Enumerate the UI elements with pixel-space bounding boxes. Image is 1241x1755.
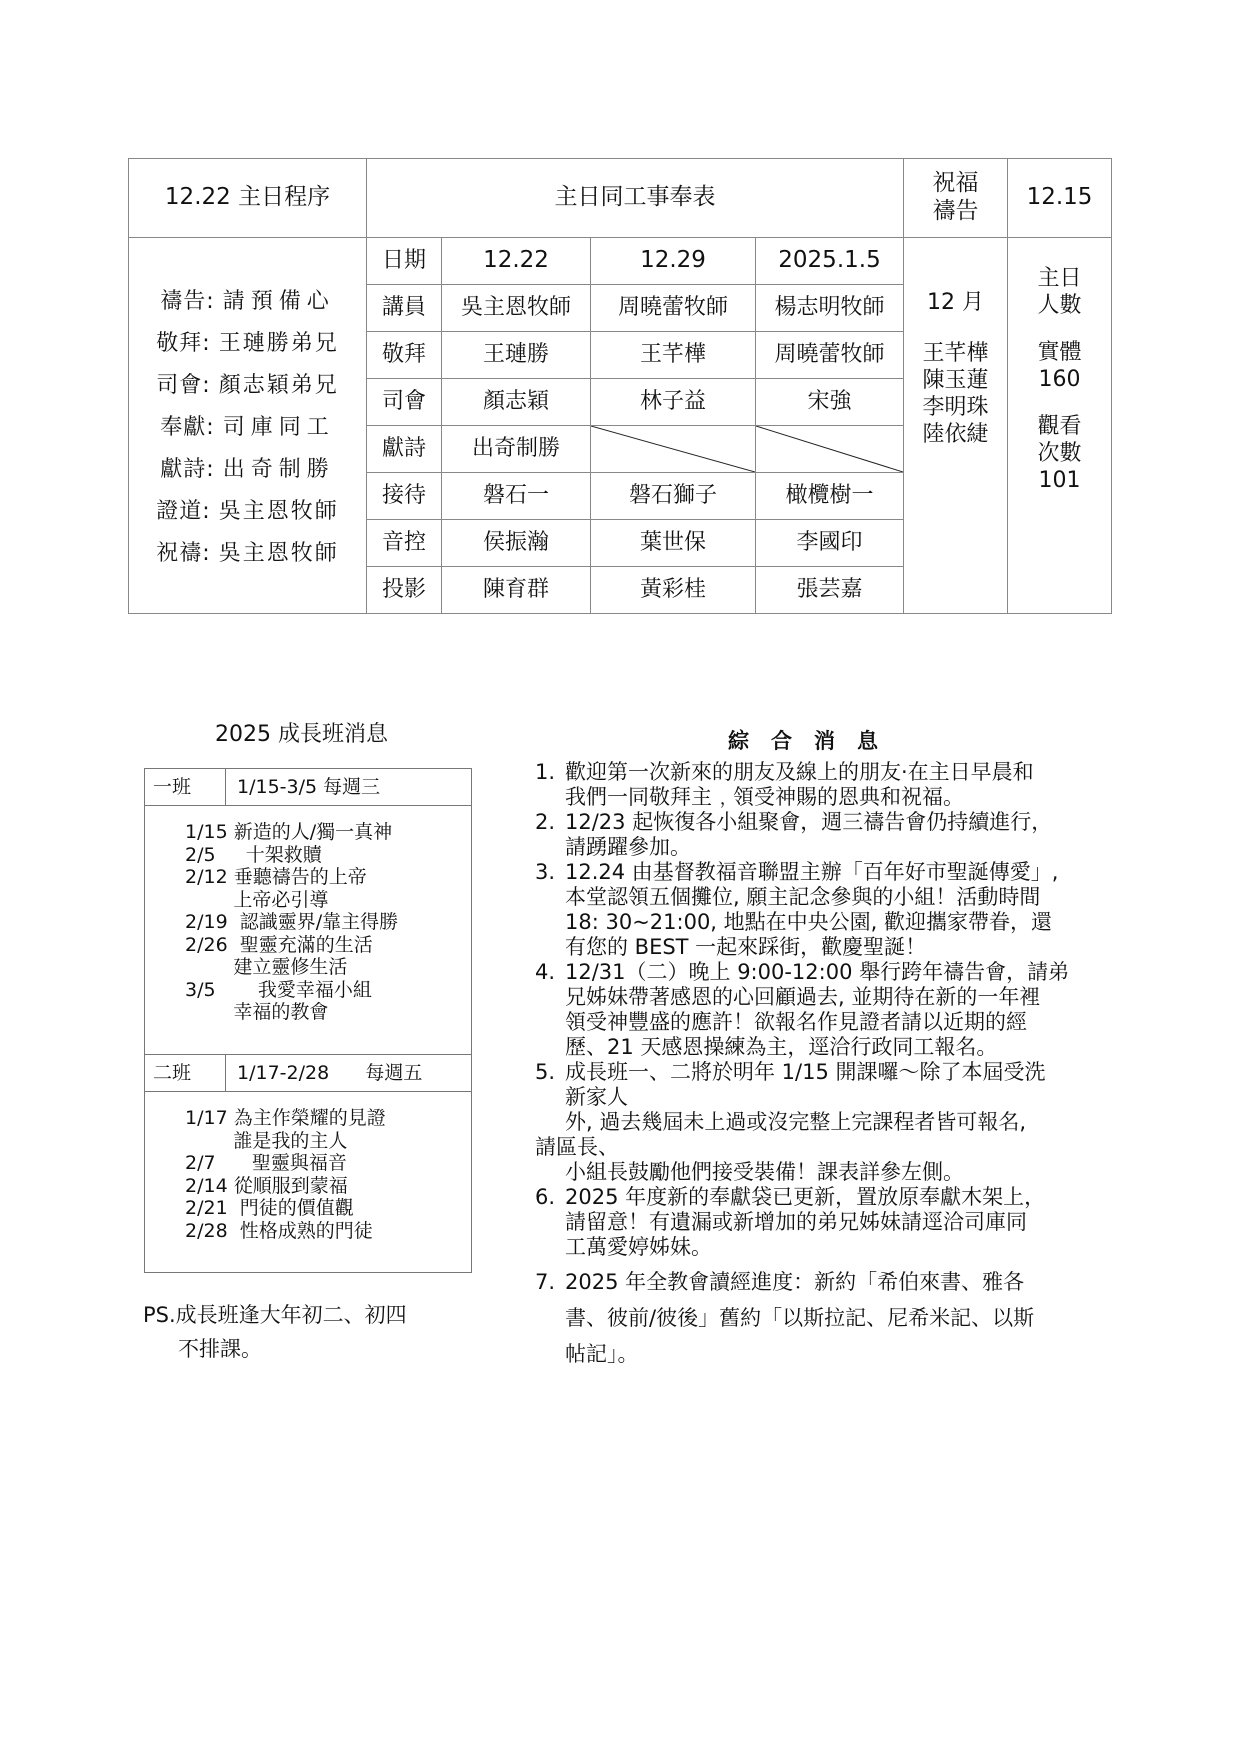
news-line: 12/31（二）晚上 9:00-12:00 舉行跨年禱告會，請弟: [565, 960, 1070, 984]
news-number: 5.: [535, 1060, 556, 1084]
news-item: [535, 1160, 1095, 1185]
course-line: 2/7 聖靈與福音: [185, 1152, 347, 1174]
news-item: [535, 1185, 1095, 1260]
course-line: 幸福的教會: [185, 1001, 329, 1023]
program-value: 顏志穎弟兄: [218, 372, 339, 398]
program-value: 出奇制勝: [222, 456, 335, 482]
table-cell: 周曉蕾牧師: [756, 332, 904, 379]
program-value: 王璉勝弟兄: [218, 330, 339, 356]
class2-schedule: 1/17-2/28 每週五: [237, 1062, 423, 1084]
table-cell: 周曉蕾牧師: [591, 285, 756, 332]
news-number: 6.: [535, 1185, 556, 1209]
class2-name: 二班: [153, 1062, 192, 1084]
blessing-cell: [904, 238, 1008, 614]
staff-header: 主日同工事奉表: [367, 159, 904, 238]
news-item: [535, 1110, 1095, 1135]
program-item: [129, 323, 366, 365]
program-role: 證道:: [156, 498, 219, 524]
news-line: 兄姊妹帶著感恩的心回顧過去, 並期待在新的一年裡: [565, 985, 1041, 1009]
course-line: 1/15 新造的人/獨一真神: [185, 821, 393, 843]
news-number: 2.: [535, 810, 556, 834]
course-line: 2/19 認識靈界/靠主得勝: [185, 911, 399, 933]
news-number: 1.: [535, 760, 556, 784]
ps-line: 不排課。: [178, 1337, 262, 1361]
col-date-label: 日期: [367, 238, 442, 285]
course-line: 2/28 性格成熟的門徒: [185, 1219, 373, 1242]
col-date-1: 12.22: [442, 238, 591, 285]
row-label: 敬拜: [367, 332, 442, 379]
row-label: 接待: [367, 473, 442, 520]
class2-header: [145, 1054, 471, 1092]
news-line: 18: 30~21:00, 地點在中央公園, 歡迎攜家帶眷，還: [565, 910, 1053, 934]
table-cell: 黃彩桂: [591, 567, 756, 614]
news-item: [535, 860, 1095, 960]
table-cell: 磐石獅子: [591, 473, 756, 520]
row-label: 投影: [367, 567, 442, 614]
news-number: 3.: [535, 860, 556, 884]
program-item: [129, 533, 366, 575]
program-item: [129, 449, 366, 491]
table-cell: 楊志明牧師: [756, 285, 904, 332]
news-line: 新家人: [565, 1085, 628, 1109]
news-line: 歡迎第一次新來的朋友及線上的朋友·在主日早晨和: [565, 760, 1034, 784]
news-line: 有您的 BEST 一起來踩街，歡慶聖誕！: [565, 935, 927, 959]
program-role: 祝禱:: [156, 540, 219, 566]
news-line: 書、彼前/彼後」舊約「以斯拉記、尼希米記、以斯: [565, 1306, 1035, 1330]
program-role: 禱告:: [160, 288, 223, 314]
program-value: 司庫同工: [222, 414, 335, 440]
views-label: 觀看 次數: [1037, 414, 1082, 466]
program-item: [129, 281, 366, 323]
program-role: 敬拜:: [156, 330, 219, 356]
empty-slash-cell: [756, 426, 904, 473]
program-item: [129, 365, 366, 407]
table-cell: 林子益: [591, 379, 756, 426]
news-list: [535, 760, 1095, 1372]
table-cell: 張芸嘉: [756, 567, 904, 614]
news-line: 外, 過去幾屆未上過或沒完整上完課程者皆可報名,: [565, 1110, 1027, 1134]
news-item: [535, 1135, 1095, 1160]
course-line: 1/17 為主作榮耀的見證: [185, 1107, 386, 1129]
course-line: 3/5 我愛幸福小組: [185, 978, 372, 1001]
physical-label: 實體: [1037, 340, 1082, 365]
program-item: [129, 491, 366, 533]
news-item: [535, 1264, 1095, 1372]
attendance-cell: [1008, 238, 1112, 614]
news-line: 我們一同敬拜主﹐領受神賜的恩典和祝福。: [565, 785, 964, 809]
news-line: 12.24 由基督教福音聯盟主辦「百年好市聖誕傳愛」,: [565, 860, 1059, 884]
news-line: 2025 年度新的奉獻袋已更新，置放原奉獻木架上，: [565, 1185, 1046, 1209]
table-cell: 王芊樺: [591, 332, 756, 379]
class1-header: [145, 769, 471, 806]
class1-course-list: [185, 821, 398, 1024]
news-item: [535, 1060, 1095, 1110]
news-number: 4.: [535, 960, 556, 984]
blessing-header: 祝福 禱告: [904, 159, 1008, 238]
news-line: 工萬愛婷姊妹。: [565, 1235, 712, 1259]
news-line: 小組長鼓勵他們接受裝備！課表詳參左側。: [565, 1160, 964, 1184]
blessing-name: 陸依緁: [922, 422, 989, 448]
col-date-2: 12.29: [591, 238, 756, 285]
row-label: 獻詩: [367, 426, 442, 473]
divider: [225, 1055, 226, 1091]
divider: [225, 769, 226, 805]
news-title: 綜合消息: [728, 729, 900, 753]
col-date-3: 2025.1.5: [756, 238, 904, 285]
news-line: 請區長、: [535, 1135, 619, 1159]
class1-schedule: 1/15-3/5 每週三: [237, 776, 381, 798]
row-label: 司會: [367, 379, 442, 426]
table-cell: 磐石一: [442, 473, 591, 520]
row-label: 音控: [367, 520, 442, 567]
news-line: 12/23 起恢復各小組聚會，週三禱告會仍持續進行，: [565, 810, 1053, 834]
program-header: 12.22 主日程序: [129, 159, 367, 238]
empty-slash-cell: [591, 426, 756, 473]
news-item: [535, 810, 1095, 860]
table-cell: 李國印: [756, 520, 904, 567]
news-line: 歷、21 天感恩操練為主，逕洽行政同工報名。: [565, 1035, 998, 1059]
service-schedule-table: [128, 158, 1112, 614]
table-cell: 侯振瀚: [442, 520, 591, 567]
news-line: 2025 年全教會讀經進度：新約「希伯來書、雅各: [565, 1270, 1025, 1294]
table-cell: 吳主恩牧師: [442, 285, 591, 332]
news-line: 本堂認領五個攤位, 願主記念參與的小組！活動時間: [565, 885, 1041, 909]
program-role: 奉獻:: [160, 414, 223, 440]
news-item: [535, 760, 1095, 810]
table-cell: 宋強: [756, 379, 904, 426]
course-line: 上帝必引導: [185, 888, 329, 911]
table-cell: 橄欖樹一: [756, 473, 904, 520]
table-cell: 陳育群: [442, 567, 591, 614]
course-line: 2/21 門徒的價值觀: [185, 1197, 354, 1219]
news-number: 7.: [535, 1270, 556, 1294]
program-item: [129, 407, 366, 449]
growth-class-title: 2025 成長班消息: [215, 722, 388, 747]
attendance-label: 主日 人數: [1037, 266, 1082, 318]
course-line: 誰是我的主人: [185, 1129, 348, 1152]
course-line: 2/14 從順服到蒙福: [185, 1174, 348, 1197]
news-line: 領受神豐盛的應許！欲報名作見證者請以近期的經: [565, 1010, 1027, 1034]
blessing-name: 李明珠: [922, 395, 989, 421]
growth-ps-note: [143, 1298, 407, 1366]
program-value: 吳主恩牧師: [218, 540, 339, 566]
views-count: 101: [1038, 468, 1081, 493]
ps-line: PS.成長班逢大年初二、初四: [143, 1303, 407, 1327]
program-value: 吳主恩牧師: [218, 498, 339, 524]
news-line: 請留意！有遺漏或新增加的弟兄姊妹請逕洽司庫同: [565, 1210, 1027, 1234]
physical-count: 160: [1038, 367, 1081, 392]
table-cell: 出奇制勝: [442, 426, 591, 473]
row-label: 講員: [367, 285, 442, 332]
class2-course-list: [185, 1107, 386, 1242]
blessing-names: [904, 340, 1007, 448]
program-value: 請預備心: [222, 288, 335, 314]
course-line: 2/26 聖靈充滿的生活: [185, 933, 373, 956]
course-line: 2/5 十架救贖: [185, 843, 322, 866]
news-line: 帖記」。: [565, 1342, 639, 1366]
news-line: 成長班一、二將於明年 1/15 開課囉～除了本屆受洗: [565, 1060, 1046, 1084]
blessing-month: 12 月: [927, 290, 984, 315]
news-item: [535, 960, 1095, 1060]
class1-name: 一班: [153, 776, 192, 798]
course-line: 建立靈修生活: [185, 956, 348, 978]
blessing-name: 陳玉蓮: [922, 368, 989, 394]
growth-class-box: [144, 768, 472, 1273]
program-role: 獻詩:: [160, 456, 223, 482]
table-cell: 葉世保: [591, 520, 756, 567]
program-role: 司會:: [156, 372, 219, 398]
table-cell: 顏志穎: [442, 379, 591, 426]
blessing-name: 王芊樺: [922, 341, 989, 367]
table-cell: 王璉勝: [442, 332, 591, 379]
program-list: [129, 238, 367, 614]
attendance-date: 12.15: [1008, 159, 1112, 238]
course-line: 2/12 垂聽禱告的上帝: [185, 866, 367, 888]
news-line: 請踴躍參加。: [565, 835, 691, 859]
